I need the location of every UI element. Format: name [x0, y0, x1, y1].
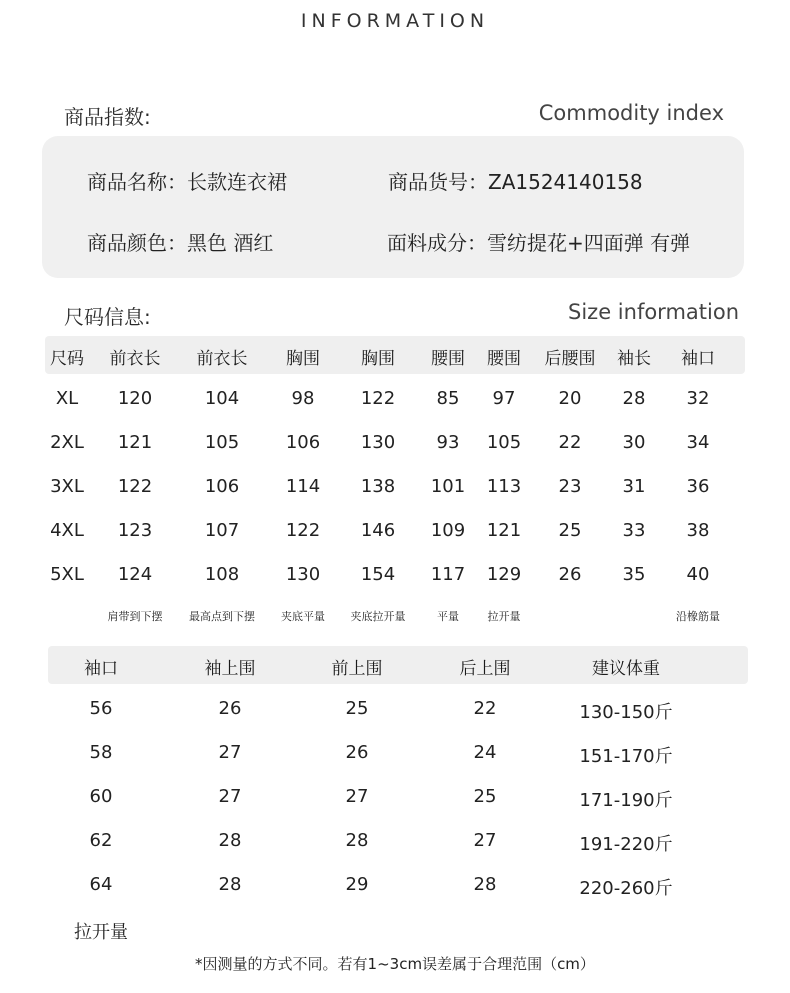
size-table-cell: 130	[360, 432, 396, 453]
measure-table-cell: 28	[473, 874, 497, 895]
measure-table-cell: 27	[473, 830, 497, 851]
size-table-cell: 113	[486, 476, 522, 497]
size-table-cell: 106	[204, 476, 240, 497]
measure-table-header: 前上围	[331, 659, 383, 679]
product-name: 商品名称：长款连衣裙	[87, 170, 287, 194]
size-table-cell: 120	[117, 388, 153, 409]
size-table-cell: 32	[686, 388, 710, 409]
size-table-header: 腰围	[487, 349, 521, 369]
size-table-header: 尺码	[50, 349, 84, 369]
measure-table-header: 建议体重	[592, 659, 660, 679]
measure-table-cell: 29	[345, 874, 369, 895]
size-table-cell: 97	[492, 388, 516, 409]
size-label: 4XL	[50, 520, 84, 541]
size-table-note: 平量	[437, 610, 459, 623]
size-table-cell: 129	[486, 564, 522, 585]
size-table-cell: 85	[436, 388, 460, 409]
measure-table-header: 后上围	[459, 659, 511, 679]
size-table-cell: 25	[558, 520, 582, 541]
size-table-cell: 105	[486, 432, 522, 453]
measure-table-cell: 27	[218, 786, 242, 807]
size-table-cell: 107	[204, 520, 240, 541]
measure-table-cell: 26	[345, 742, 369, 763]
measure-table-header: 袖上围	[204, 659, 256, 679]
size-table-cell: 121	[486, 520, 522, 541]
measure-table-note: 拉开量	[74, 922, 128, 943]
size-table-note: 夹底平量	[281, 610, 325, 623]
measure-table-cell: 25	[345, 698, 369, 719]
size-table-note: 肩带到下摆	[107, 610, 163, 623]
size-table-header: 前衣长	[196, 349, 248, 369]
size-table-header: 前衣长	[109, 349, 161, 369]
measurement-footnote: *因测量的方式不同。若有1~3cm误差属于合理范围（cm）	[195, 955, 595, 973]
measure-table-header: 袖口	[84, 659, 118, 679]
size-table-cell: 123	[117, 520, 153, 541]
size-table-cell: 28	[622, 388, 646, 409]
measure-table-cell: 22	[473, 698, 497, 719]
measure-table-cell: 25	[473, 786, 497, 807]
size-table-note: 沿橡筋量	[676, 610, 720, 623]
size-table-cell: 93	[436, 432, 460, 453]
measure-table-cell: 56	[89, 698, 113, 719]
product-color: 商品颜色：黑色 酒红	[87, 231, 274, 255]
size-label: 2XL	[50, 432, 84, 453]
size-table-cell: 138	[360, 476, 396, 497]
size-table-cell: 104	[204, 388, 240, 409]
measure-table-cell: 28	[218, 874, 242, 895]
size-table-cell: 36	[686, 476, 710, 497]
size-table-cell: 35	[622, 564, 646, 585]
size-table-cell: 98	[291, 388, 315, 409]
product-item-number: 商品货号：ZA1524140158	[388, 170, 643, 194]
measure-table-cell: 130-150斤	[579, 702, 673, 723]
size-label: 5XL	[50, 564, 84, 585]
size-table-cell: 105	[204, 432, 240, 453]
size-table-header: 袖长	[617, 349, 651, 369]
size-table-cell: 114	[285, 476, 321, 497]
measure-table-cell: 26	[218, 698, 242, 719]
product-fabric: 面料成分：雪纺提花+四面弹 有弹	[387, 231, 691, 255]
size-table-cell: 117	[430, 564, 466, 585]
size-table-cell: 23	[558, 476, 582, 497]
measure-table-cell: 27	[218, 742, 242, 763]
size-table-cell: 122	[360, 388, 396, 409]
size-table-cell: 154	[360, 564, 396, 585]
size-table-cell: 101	[430, 476, 466, 497]
size-table-note: 最高点到下摆	[189, 610, 255, 623]
measure-table-cell: 28	[345, 830, 369, 851]
page-header-title: INFORMATION	[300, 10, 490, 32]
measure-table-cell: 151-170斤	[579, 746, 673, 767]
size-table-note: 夹底拉开量	[350, 610, 406, 623]
measure-table-cell: 60	[89, 786, 113, 807]
size-table-header: 后腰围	[544, 349, 596, 369]
size-table-cell: 122	[285, 520, 321, 541]
size-table-cell: 40	[686, 564, 710, 585]
size-table-cell: 130	[285, 564, 321, 585]
size-table-header: 胸围	[286, 349, 320, 369]
size-label: XL	[55, 388, 79, 409]
size-table-note: 拉开量	[487, 610, 521, 623]
size-table-cell: 22	[558, 432, 582, 453]
size-table-cell: 20	[558, 388, 582, 409]
measure-table-cell: 24	[473, 742, 497, 763]
size-table-cell: 122	[117, 476, 153, 497]
size-table-cell: 31	[622, 476, 646, 497]
size-table-cell: 108	[204, 564, 240, 585]
size-table-cell: 109	[430, 520, 466, 541]
size-table-cell: 124	[117, 564, 153, 585]
measure-table-cell: 62	[89, 830, 113, 851]
commodity-section-title-en: Commodity index	[538, 101, 724, 125]
measure-table-cell: 28	[218, 830, 242, 851]
size-table-header: 胸围	[361, 349, 395, 369]
measure-table-cell: 58	[89, 742, 113, 763]
size-table-cell: 121	[117, 432, 153, 453]
measure-table-cell: 64	[89, 874, 113, 895]
size-section-title-en: Size information	[568, 300, 739, 324]
measure-table-cell: 220-260斤	[579, 878, 673, 899]
measure-table-cell: 171-190斤	[579, 790, 673, 811]
size-table-cell: 34	[686, 432, 710, 453]
measure-table-cell: 191-220斤	[579, 834, 673, 855]
size-table-cell: 26	[558, 564, 582, 585]
size-table-cell: 38	[686, 520, 710, 541]
size-table-cell: 146	[360, 520, 396, 541]
size-table-header: 袖口	[681, 349, 715, 369]
measure-table-cell: 27	[345, 786, 369, 807]
size-label: 3XL	[50, 476, 84, 497]
size-table-cell: 33	[622, 520, 646, 541]
size-table-header: 腰围	[431, 349, 465, 369]
commodity-section-title: 商品指数:	[64, 105, 151, 129]
size-table-cell: 106	[285, 432, 321, 453]
size-section-title: 尺码信息:	[64, 305, 151, 329]
size-table-cell: 30	[622, 432, 646, 453]
